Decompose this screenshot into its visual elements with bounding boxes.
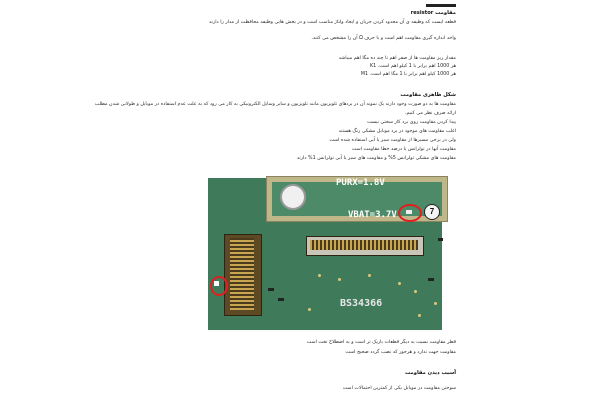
- via: [414, 290, 417, 293]
- paragraph-types: مقاومت ها به دو صورت وجود دارند یک نمونه آن در بردهای تلویزیون مانند تلویزیون و سایر وسایل الکترونیکی به کار می رود که به علت عدم استفاده در موبایل و طولانی شدن مطلب: [94, 102, 456, 107]
- paragraph-unit: واحد اندازه گیری مقاومت اهم است و با حرف Ω آن را مشخص می کنند.: [311, 36, 456, 41]
- flat-connector-pins: [310, 240, 418, 250]
- via: [418, 314, 421, 317]
- paragraph-direction: مقاومت جهت ندارد و هرجور که نصب گردد صحیح است: [345, 350, 456, 355]
- paragraph-tolerance: مقاومت آنها در تولرانس یا درصد خطا مقاومت است: [351, 147, 456, 152]
- smd-component: [438, 238, 443, 241]
- paragraph-black: اغلب مقاومت های موجود در برد موبایل مشکی رنگ هستند: [338, 129, 456, 134]
- buzzer-component: [280, 184, 306, 210]
- paragraph-tolerance-values: مقاومت های مشکی تولرانس 5% و مقاومت های سبز یا آبی تولرانس 1% دارند: [296, 156, 456, 161]
- red-circle-marker-left: [210, 276, 228, 296]
- heading-resistor: مقاومت resistor: [410, 10, 456, 16]
- label-board-id: BS34366: [340, 298, 383, 309]
- number-badge: 7: [424, 204, 440, 220]
- via: [318, 274, 321, 277]
- paragraph-green: ولی در برخی مسیرها از مقاومت سبز یا آبی استفاده شده است: [329, 138, 456, 143]
- paragraph-definition: قطعه ایست که وظیفه ی آن محدود کردن جریان و ایجاد ولتاژ مناسب است و در بخش هایی وظیفه محافظت از مدار را دارند: [209, 20, 456, 25]
- heading-shape: شکل ظاهری مقاومت: [400, 92, 456, 98]
- resistor-left-target: [214, 281, 219, 286]
- via: [368, 274, 371, 277]
- pcb-photo: [208, 178, 442, 330]
- paragraph-types-cont: ارائه صرف نظر می کنیم.: [404, 111, 456, 116]
- smd-component: [278, 298, 284, 301]
- via: [398, 282, 401, 285]
- article-page: [94, 0, 462, 400]
- paragraph-kilo: هر 1000 اهم برابر با 1 کیلو اهم است. K1: [370, 64, 456, 69]
- via: [308, 308, 311, 311]
- smd-component: [428, 278, 434, 281]
- paragraph-find: پیدا کردن مقاومت روی برد کار سختی نیست: [367, 120, 456, 125]
- paragraph-burn: سوختن مقاومت در موبایل یکی از کمترین احتمالات است: [342, 386, 456, 391]
- label-purx: PURX=1.8V: [336, 178, 385, 188]
- via: [338, 278, 341, 281]
- paragraph-diameter: قطر مقاومت نسبت به دیگر قطعات باریک تر است و به اصطلاح تخت است: [306, 340, 456, 345]
- label-vbat: VBAT=3.7V: [348, 210, 397, 220]
- board-connector-pins: [230, 238, 254, 310]
- red-circle-marker: [398, 204, 422, 222]
- paragraph-mega: هر 1000 کیلو اهم برابر با 1 مگا اهم است. M1: [360, 72, 456, 77]
- heading-damage: آسیب دیدن مقاومت: [405, 370, 456, 376]
- via: [434, 302, 437, 305]
- header-bar: [426, 4, 456, 7]
- paragraph-range: مقدار ریز مقاومت ها از صفر اهم تا چند ده مگا اهم میباشد: [338, 56, 456, 61]
- smd-component: [268, 288, 274, 291]
